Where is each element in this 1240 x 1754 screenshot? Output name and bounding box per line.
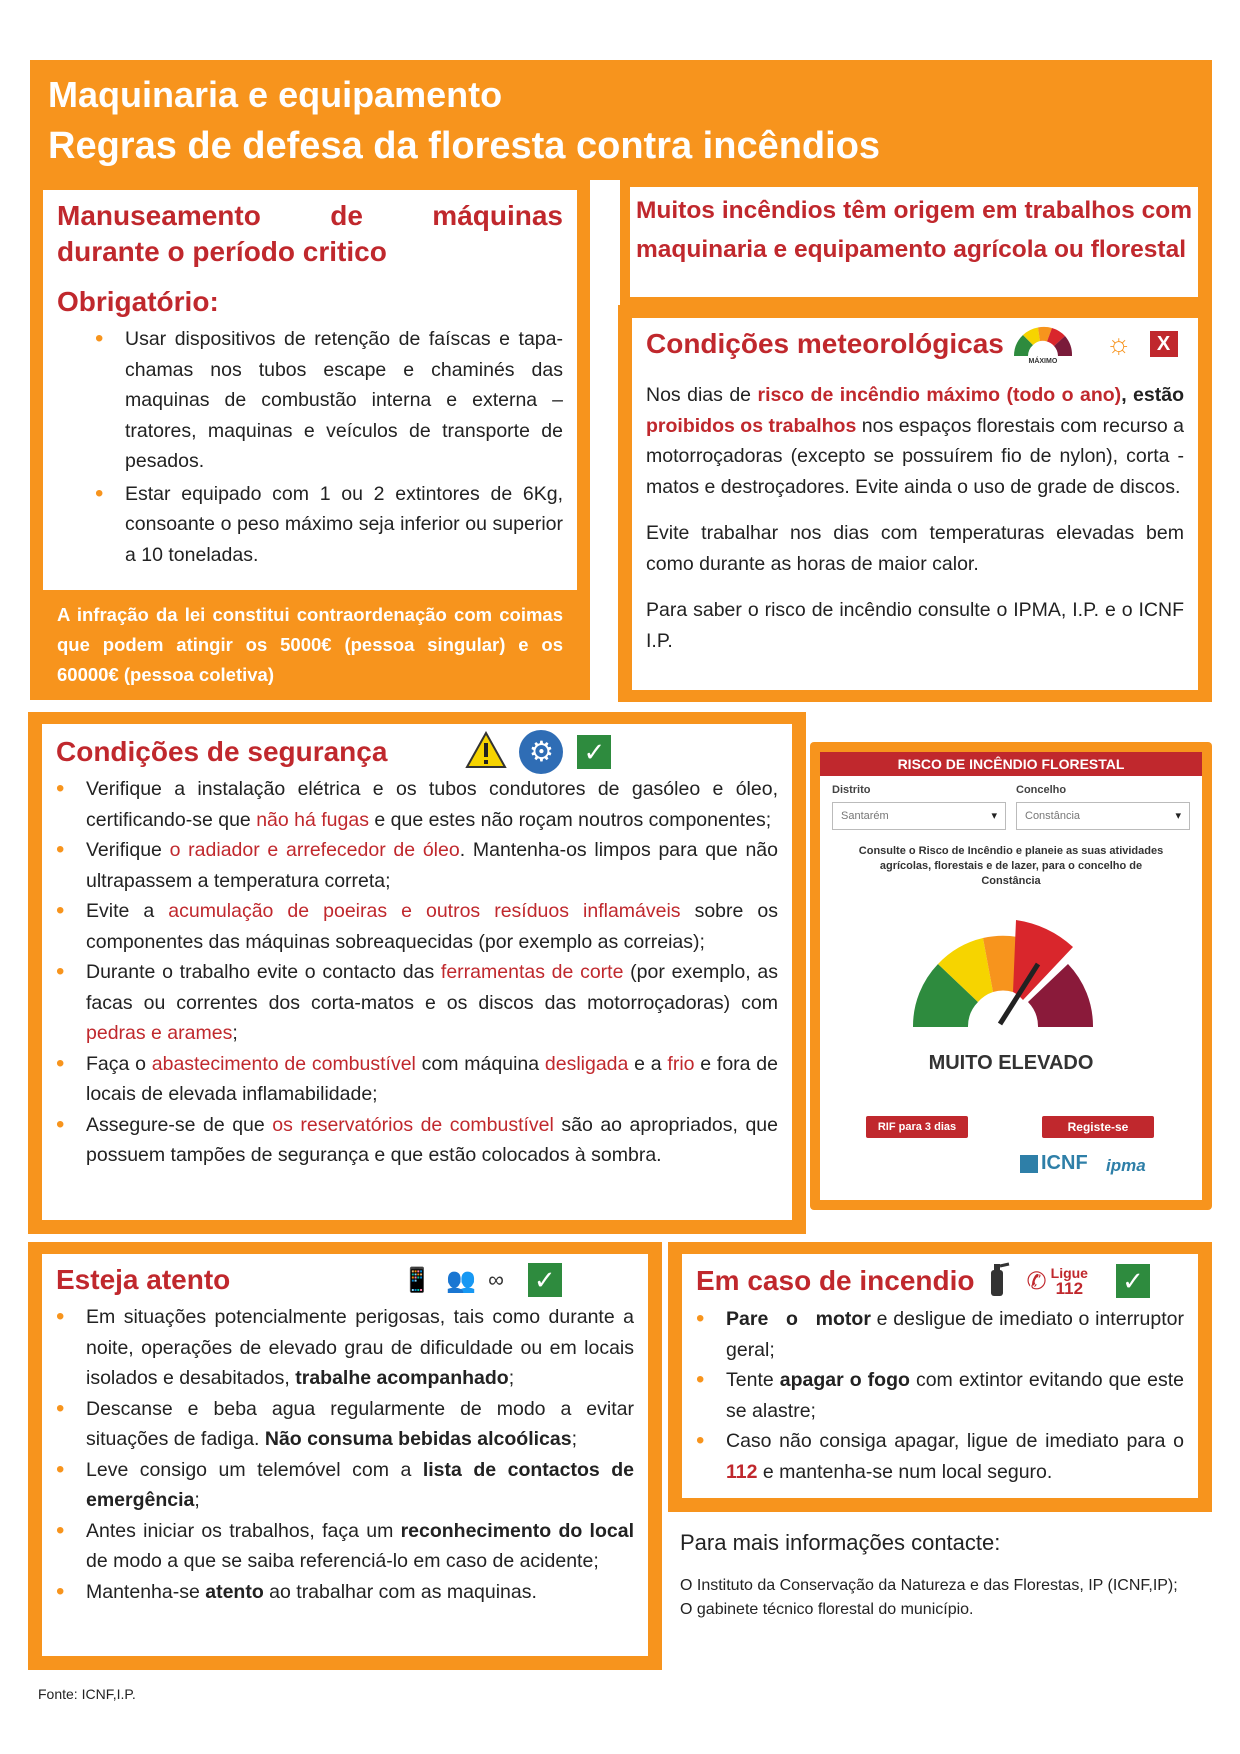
mobile-phone-icon: 📱 (402, 1266, 433, 1294)
list-item (56, 1110, 778, 1171)
text-run: Nos dias de (646, 384, 758, 406)
text-run: o radiador e arrefecedor de óleo (169, 839, 460, 861)
text-run: de modo a que se saiba referenciá-lo em caso de acidente; (86, 1550, 599, 1572)
text-run: os reservatórios de combustível (272, 1113, 554, 1136)
contacts-line-2: O gabinete técnico florestal do município. (680, 1601, 974, 1618)
text-run: abastecimento de combustível (151, 1052, 416, 1075)
text-run: trabalhe acompanhado (295, 1367, 509, 1389)
distrito-label: Distrito (832, 784, 871, 796)
text-run: e que estes não roçam noutros componentes; (368, 808, 772, 831)
text-run: Verifique (86, 839, 170, 861)
gauge-icon (1008, 324, 1078, 364)
text-run: acumulação de poeiras e outros resíduos inflamáveis (168, 900, 681, 922)
text-run: ferramentas de corte (440, 961, 624, 983)
widget-description: Consulte o Risco de Incêndio e planeie as suas atividades agrícolas, florestais e de lazer, para o concelho de Constância (858, 845, 1164, 887)
infracao-text: A infração da lei constitui contraordenação com coimas que podem atingir os 5000€ (pessoa singular) e os 60000€ (pessoa coletiva) (57, 604, 563, 685)
title-part: de (330, 200, 363, 231)
text-run: reconhecimento do local (400, 1519, 634, 1542)
text-run: (por exemplo, as facas ou correntes dos corta-matos e os discos das motorroçadoras) com (86, 961, 779, 1014)
text-run: ao trabalhar com as maquinas. (263, 1580, 537, 1603)
text-run: frio (667, 1052, 695, 1075)
incendio-panel (682, 1254, 1198, 1498)
list-item (696, 1304, 1184, 1365)
text-run: e a (628, 1052, 668, 1075)
header-subtitle: Maquinaria e equipamento (48, 74, 503, 115)
list-item (56, 957, 778, 1049)
page-header (30, 60, 1212, 180)
text-run: sobre os componentes das máquinas sobreaquecidas (por exemplo as correias); (86, 900, 778, 953)
check-icon: ✓ (1116, 1264, 1150, 1298)
text-run: risco de incêndio máximo (todo o ano) (757, 384, 1122, 406)
incendio-title: Em caso de incendio (696, 1265, 975, 1296)
list-item (56, 774, 778, 835)
manuseamento-title-2: durante o período critico (57, 236, 387, 267)
text-run: são ao apropriados, que possuem tampões de segurança e que estão colocados à sombra. (86, 1113, 778, 1166)
concelho-label: Concelho (1016, 784, 1067, 796)
chevron-down-icon: ▾ (1175, 810, 1181, 822)
title-part: Manuseamento (57, 200, 261, 231)
seguranca-panel (42, 724, 792, 1220)
concelho-select[interactable] (1016, 802, 1190, 830)
check-icon: ✓ (528, 1263, 562, 1297)
text-run: ; (232, 1022, 238, 1044)
text-run: Descanse e beba agua regularmente de modo a evitar situações de fadiga. (86, 1397, 634, 1450)
text-run: Faça o (86, 1052, 152, 1075)
binoculars-icon: ∞ (488, 1267, 504, 1292)
text-run: Antes iniciar os trabalhos, faça um (86, 1519, 401, 1542)
contacts-line-1: O Instituto da Conservação da Natureza e das Florestas, IP (ICNF,IP); (680, 1577, 1178, 1594)
muitos-panel (630, 187, 1198, 297)
obrigatorio-heading: Obrigatório: (57, 286, 219, 317)
text-run: apagar o fogo (779, 1369, 910, 1391)
manuseamento-panel (43, 190, 577, 590)
warning-icon (465, 731, 507, 774)
text-run: Caso não consiga apagar, ligue de imediato para o (726, 1430, 1184, 1452)
list-item (56, 1394, 634, 1455)
list-item (56, 1455, 634, 1516)
text-run: ; (508, 1367, 515, 1389)
risk-widget (820, 752, 1202, 1200)
text-run: pedras e arames (86, 1022, 233, 1044)
risk-gauge (898, 912, 1108, 1042)
gauge-label: MÁXIMO (1028, 358, 1058, 365)
text-run: Tente (726, 1369, 780, 1391)
source-note: Fonte: ICNF,I.P. (38, 1686, 136, 1702)
muitos-text: Muitos incêndios têm origem em trabalhos com maquinaria e equipamento agrícola ou florestal (636, 197, 1192, 263)
widget-title: RISCO DE INCÊNDIO FLORESTAL (820, 752, 1202, 776)
list-item (56, 1577, 634, 1608)
text-run: e mantenha-se num local seguro. (757, 1460, 1053, 1483)
close-icon: X (1150, 331, 1178, 357)
infracao-note (43, 600, 577, 695)
sun-icon: ☼ (1105, 328, 1132, 359)
text-run: lista de contactos de emergência (86, 1458, 635, 1511)
list-item (56, 1049, 778, 1110)
distrito-select[interactable] (832, 802, 1006, 830)
meteo-title: Condições meteorológicas (646, 328, 1004, 359)
text-run: Pare o motor (726, 1308, 871, 1330)
chevron-down-icon: ▾ (991, 810, 997, 822)
text-run: atento (205, 1580, 264, 1603)
text-run: Verifique a instalação elétrica e os tubos condutores de gasóleo e óleo, certificando-se que (86, 778, 778, 831)
concelho-value: Constância (1025, 810, 1081, 822)
text-run: não há fugas (256, 808, 369, 831)
text-run: e fora de locais de elevada inflamabilidade; (86, 1052, 778, 1105)
text-run: Em situações potencialmente perigosas, tais como durante a noite, operações de elevado grau de dificuldade ou em locais isolados e desabitados, (86, 1306, 634, 1389)
text-run: , estão (1121, 384, 1184, 406)
people-icon: 👥 (446, 1266, 477, 1294)
ligue-112 (1051, 1265, 1088, 1297)
contacts-block (680, 1528, 1200, 1658)
text-run: Evite a (86, 900, 169, 922)
list-item (56, 835, 778, 896)
text-run: ; (194, 1489, 200, 1511)
text-run: desligada (544, 1052, 629, 1075)
atento-title: Esteja atento (56, 1264, 231, 1295)
meteo-paragraph-1 (646, 380, 1184, 502)
meteo-panel (632, 318, 1198, 690)
text-run: ; (571, 1428, 577, 1450)
manuseamento-title (57, 198, 563, 234)
extinguisher-icon (983, 1260, 1011, 1303)
text-run: Leve consigo um telemóvel com a (86, 1458, 423, 1481)
list-item (696, 1426, 1184, 1487)
phone-icon: ✆ (1026, 1267, 1047, 1295)
contacts-title: Para mais informações contacte: (680, 1530, 1001, 1555)
text-run: Não consuma bebidas alcoólicas (264, 1428, 572, 1450)
rif-button[interactable]: RIF para 3 dias (866, 1116, 968, 1138)
atento-panel (42, 1254, 648, 1656)
list-item (56, 896, 778, 957)
list-item: • Estar equipado com 1 ou 2 extintores de 6Kg, consoante o peso máximo seja inferior ou superior a 10 toneladas. (95, 479, 563, 571)
text-run: Durante o trabalho evite o contacto das (86, 961, 441, 983)
icnf-logo-text: ICNF (1041, 1152, 1088, 1174)
distrito-value: Santarém (841, 810, 889, 822)
text-run: com máquina (415, 1052, 545, 1075)
meteo-paragraph-3: Para saber o risco de incêndio consulte o IPMA, I.P. e o ICNF I.P. (646, 599, 1184, 652)
icnf-logo-mark (1020, 1155, 1038, 1173)
text-run: nos espaços florestais com recurso a motorroçadoras (excepto se possuírem fio de nylon), corta -matos e destroçadores. Evite ainda o uso de grade de discos. (646, 414, 1184, 498)
ipma-logo (1106, 1156, 1146, 1176)
text-run: com extintor evitando que este se alastre; (726, 1369, 1185, 1422)
text-run: Mantenha-se (86, 1580, 206, 1603)
meteo-paragraph-2: Evite trabalhar nos dias com temperaturas elevadas bem como durante as horas de maior calor. (646, 522, 1184, 575)
registe-button[interactable]: Registe-se (1042, 1116, 1154, 1138)
text-run: . Mantenha-os limpos para que não ultrapassem a temperatura correta; (86, 839, 778, 892)
list-item: • Usar dispositivos de retenção de faíscas e tapa-chamas nos tubos escape e chaminés das maquinas de combustão interna e externa – tratores, maquinas e veículos de transporte de pesados. (95, 324, 563, 477)
icnf-logo (1020, 1152, 1088, 1175)
gear-icon: ⚙ (519, 730, 563, 774)
text-run: Assegure-se de que (86, 1113, 273, 1136)
list-item (696, 1365, 1184, 1426)
list-item (56, 1516, 634, 1577)
text-run: 112 (726, 1460, 758, 1483)
ligue-label: Ligue (1050, 1265, 1088, 1281)
text-run: proibidos os trabalhos (646, 414, 857, 437)
title-part: máquinas (432, 200, 563, 231)
list-item (56, 1302, 634, 1394)
risk-level: MUITO ELEVADO (928, 1052, 1094, 1074)
seguranca-title: Condições de segurança (56, 736, 388, 767)
header-title: Regras de defesa da floresta contra incêndios (48, 125, 881, 167)
ipma-logo-text: ipma (1106, 1156, 1146, 1175)
check-icon: ✓ (577, 735, 611, 769)
ligue-number: 112 (1055, 1279, 1084, 1298)
text-run: e desligue de imediato o interruptor geral; (726, 1308, 1184, 1361)
